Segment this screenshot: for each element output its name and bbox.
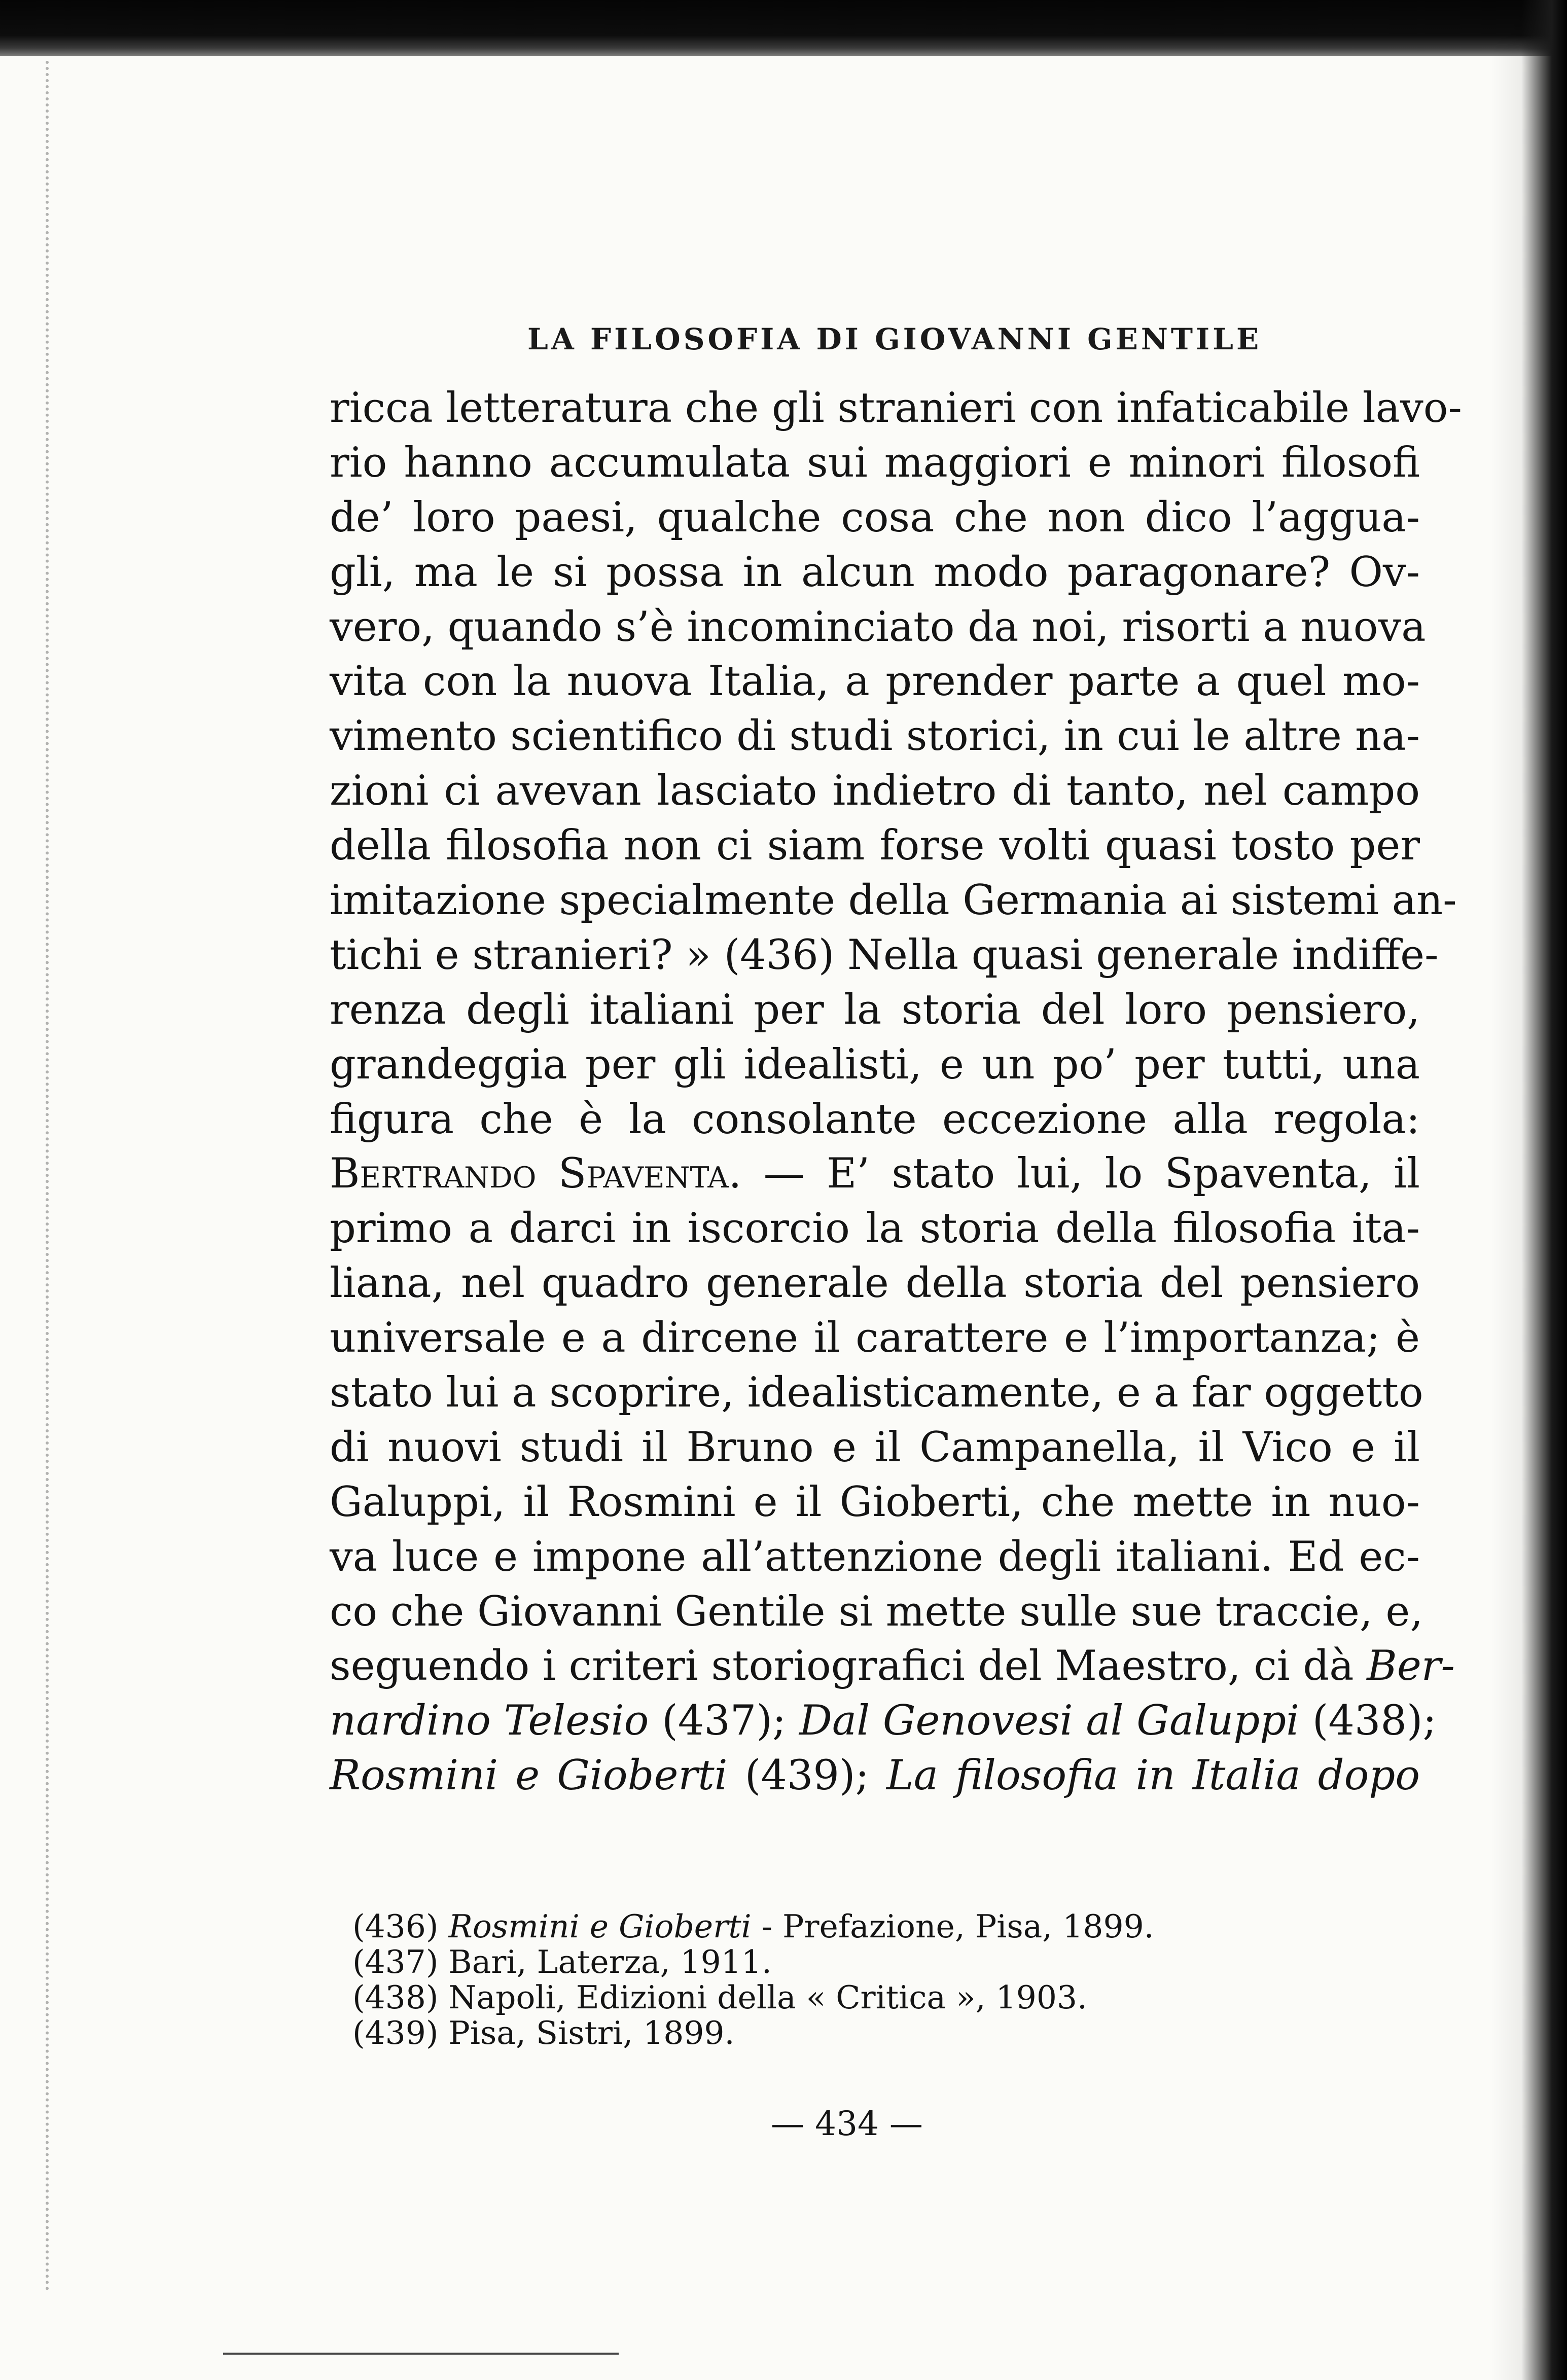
- text-fragment: — E’ stato lui, lo Spaventa, il: [741, 1150, 1420, 1198]
- text-fragment: (437);: [649, 1697, 799, 1745]
- text-line: tichi e stranieri? » (436) Nella quasi generale indiffe-: [330, 931, 1439, 979]
- author-name-spaventa: Bertrando Spaventa.: [330, 1150, 742, 1198]
- footnote-436: [352, 1909, 1316, 1944]
- main-text: [330, 381, 1462, 1804]
- text-line: imitazione specialmente della Germania ai sistemi an-: [330, 877, 1457, 925]
- footnote-text: - Prefazione, Pisa, 1899.: [751, 1908, 1154, 1945]
- footnotes: [352, 1909, 1316, 2051]
- scan-right-edge: [1491, 0, 1567, 2380]
- text-line: Galuppi, il Rosmini e il Gioberti, che mette in nuo-: [330, 1478, 1420, 1526]
- footnote-title: Rosmini e Gioberti: [448, 1908, 752, 1945]
- text-line: [330, 1639, 1455, 1694]
- book-title: Rosmini e Gioberti: [330, 1752, 728, 1800]
- book-title-fragment: Ber-: [1367, 1642, 1455, 1690]
- scan-left-margin: [0, 61, 49, 2292]
- book-title: La filosofia in Italia dopo: [886, 1752, 1420, 1800]
- footnote-437: (437) Bari, Laterza, 1911.: [352, 1943, 772, 1980]
- text-line: primo a darci in iscorcio la storia della filosofia ita-: [330, 1205, 1420, 1253]
- text-line: [330, 1147, 1420, 1202]
- text-line: renza degli italiani per la storia del loro pensiero,: [330, 986, 1420, 1034]
- text-line: de’ loro paesi, qualche cosa che non dico l’aggua-: [330, 493, 1420, 542]
- text-line: di nuovi studi il Bruno e il Campanella, il Vico e il: [330, 1423, 1420, 1471]
- footnote-439: (439) Pisa, Sistri, 1899.: [352, 2014, 735, 2051]
- text-line: gli, ma le si possa in alcun modo paragonare? Ov-: [330, 548, 1420, 596]
- text-line: ricca letteratura che gli stranieri con infaticabile lavo-: [330, 384, 1462, 432]
- footnote-number: (436): [352, 1908, 439, 1945]
- text-line: stato lui a scoprire, idealisticamente, e a far oggetto: [330, 1369, 1423, 1417]
- scan-top-border: [0, 0, 1567, 56]
- text-line: grandeggia per gli idealisti, e un po’ per tutti, una: [330, 1040, 1420, 1089]
- page-number: — 434 —: [771, 2104, 923, 2143]
- text-line: zioni ci avevan lasciato indietro di tanto, nel campo: [330, 767, 1420, 815]
- text-line: della filosofia non ci siam forse volti quasi tosto per: [330, 822, 1420, 870]
- text-line: va luce e impone all’attenzione degli italiani. Ed ec-: [330, 1533, 1420, 1581]
- text-line: co che Giovanni Gentile si mette sulle sue traccie, e,: [330, 1588, 1423, 1636]
- text-fragment: (439);: [727, 1752, 886, 1800]
- text-line: rio hanno accumulata sui maggiori e minori filosofi: [330, 439, 1420, 487]
- text-line: vita con la nuova Italia, a prender parte a quel mo-: [330, 658, 1420, 706]
- text-line: vero, quando s’è incominciato da noi, risorti a nuova: [330, 603, 1426, 651]
- text-line: [330, 1749, 1420, 1804]
- text-line: liana, nel quadro generale della storia del pensiero: [330, 1259, 1420, 1308]
- text-fragment: seguendo i criteri storiografici del Maestro, ci dà: [330, 1642, 1354, 1690]
- footnote-438: (438) Napoli, Edizioni della « Critica », 1903.: [352, 1979, 1088, 2016]
- text-fragment: (438);: [1299, 1697, 1437, 1745]
- text-line: figura che è la consolante eccezione alla regola:: [330, 1095, 1420, 1143]
- running-head: LA FILOSOFIA DI GIOVANNI GENTILE: [527, 322, 1262, 356]
- text-line: [330, 1694, 1437, 1749]
- text-line: vimento scientifico di studi storici, in cui le altre na-: [330, 712, 1420, 761]
- text-line: universale e a dircene il carattere e l’importanza; è: [330, 1314, 1420, 1362]
- bottom-rule: [223, 2353, 619, 2355]
- book-title: Dal Genovesi al Galuppi: [799, 1697, 1299, 1745]
- book-title: nardino Telesio: [330, 1697, 649, 1745]
